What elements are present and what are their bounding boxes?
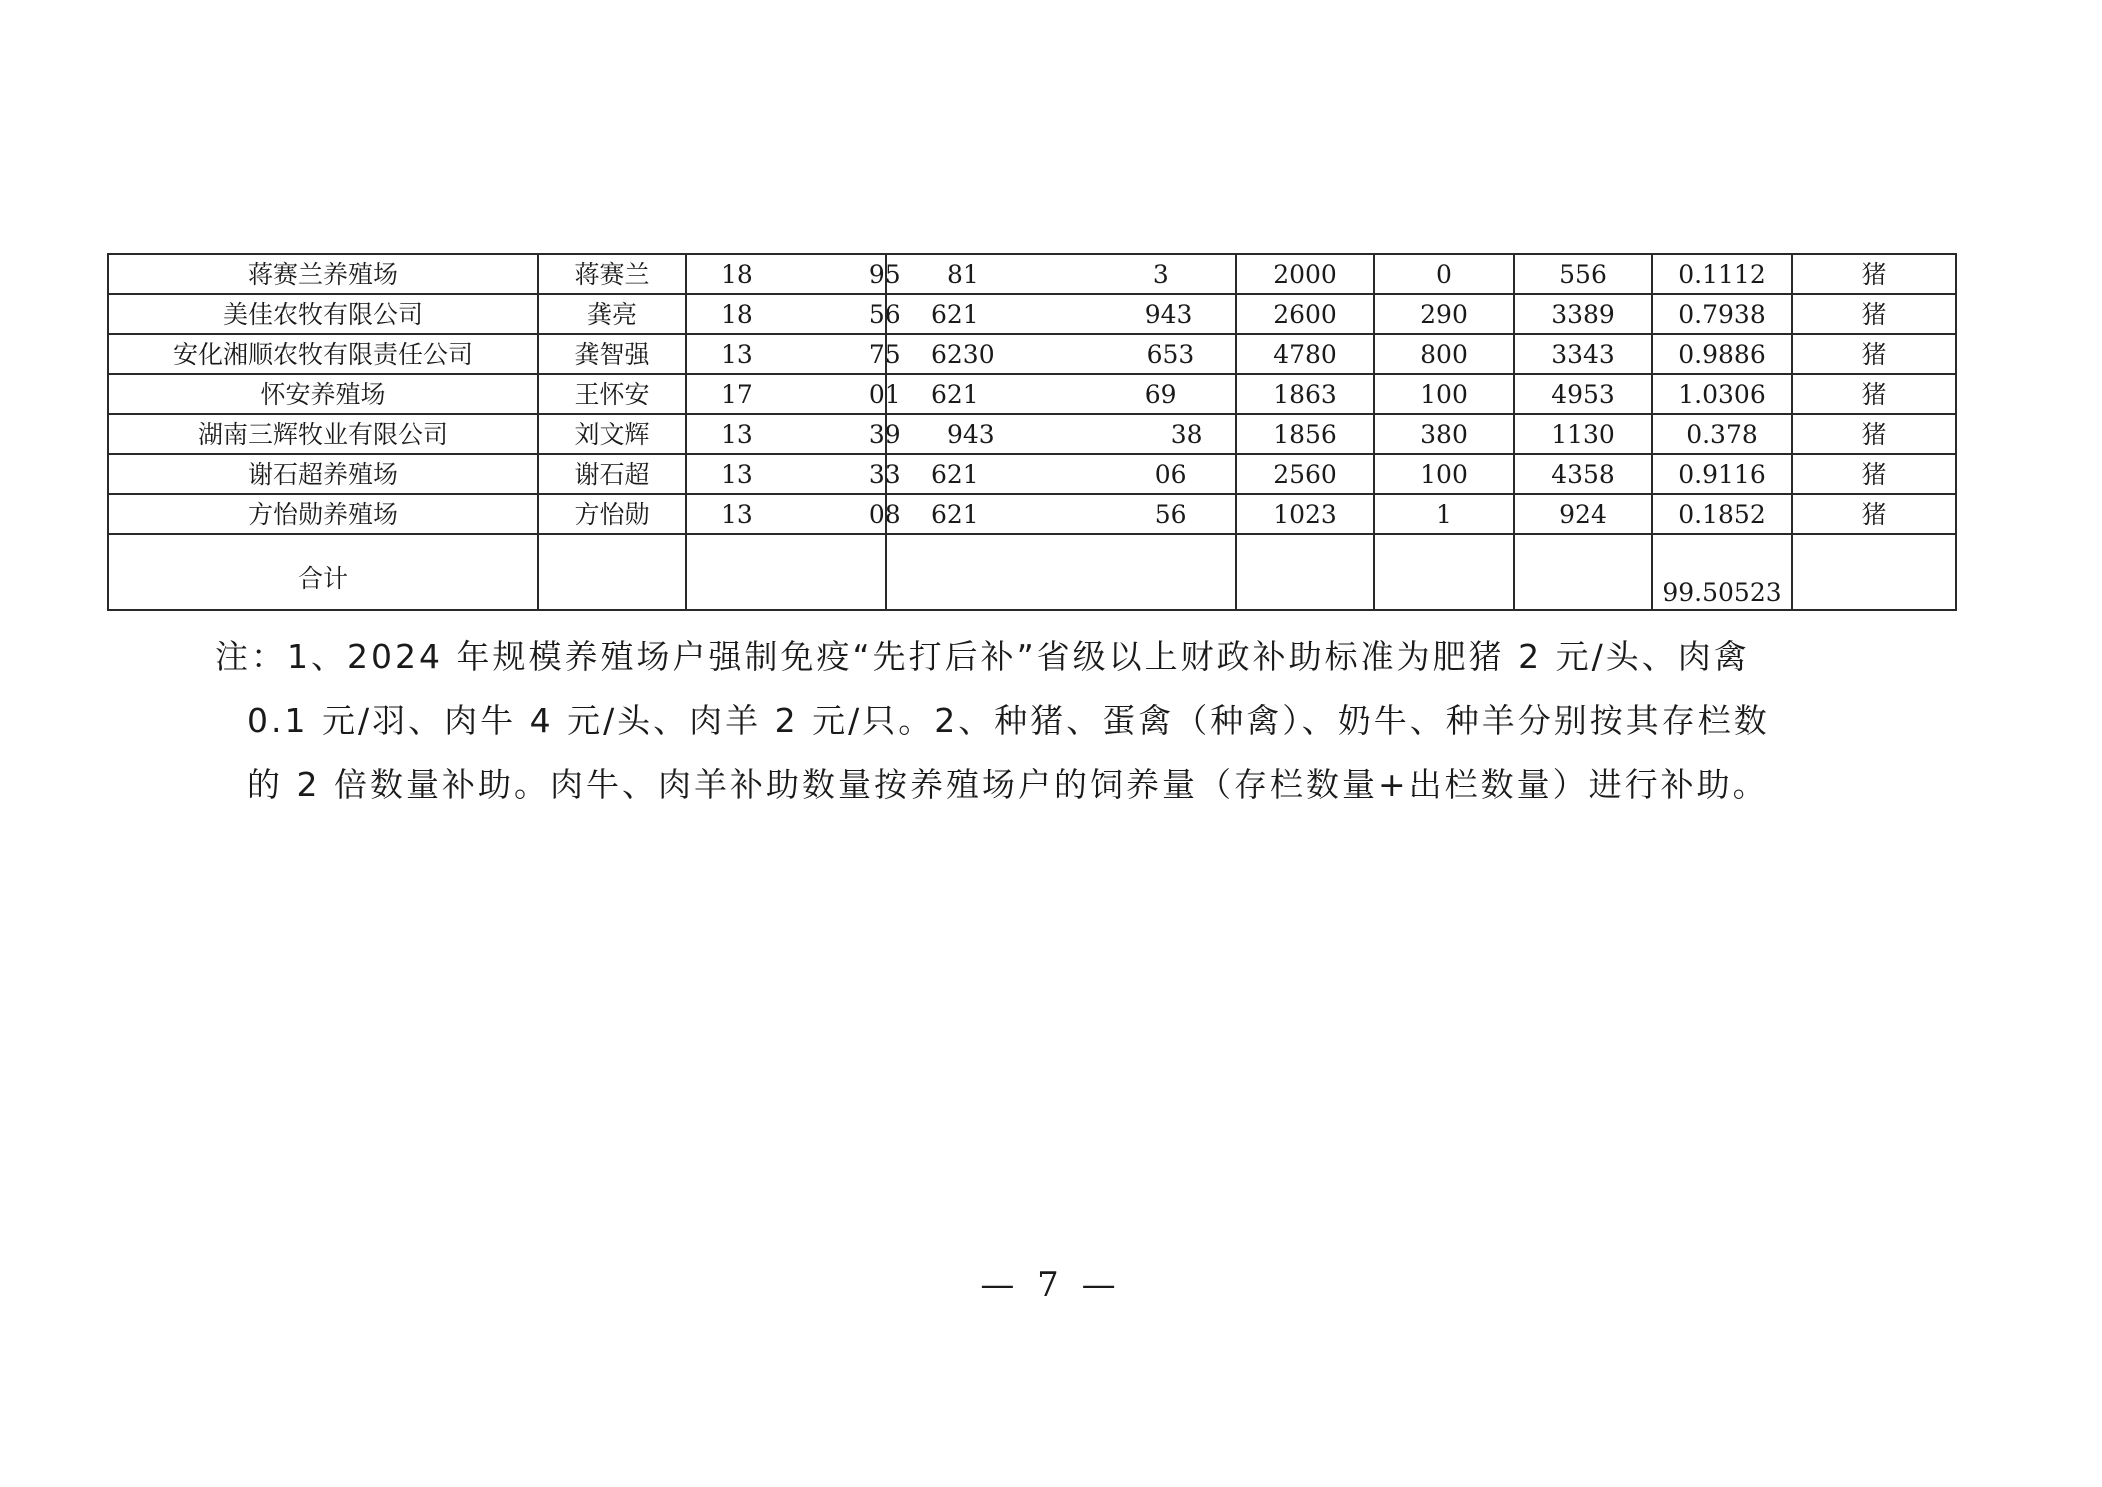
livestock-count: 1856 (1236, 414, 1374, 454)
livestock-type: 猪 (1792, 454, 1956, 494)
total-label: 合计 (108, 534, 538, 610)
outbound-count: 290 (1374, 294, 1514, 334)
table-body (108, 254, 1956, 610)
farm-name: 美佳农牧有限公司 (108, 294, 538, 334)
subsidy-amount: 0.9886 (1652, 334, 1792, 374)
livestock-type: 猪 (1792, 494, 1956, 534)
stock-count: 4358 (1514, 454, 1652, 494)
phone-partial: 13 39 (686, 414, 886, 454)
livestock-count: 2000 (1236, 254, 1374, 294)
livestock-type: 猪 (1792, 374, 1956, 414)
phone-partial: 13 33 (686, 454, 886, 494)
account-partial: 81 3 (886, 254, 1236, 294)
contact-name: 王怀安 (538, 374, 686, 414)
livestock-count: 1023 (1236, 494, 1374, 534)
table-row (108, 494, 1956, 534)
phone-partial: 13 08 (686, 494, 886, 534)
footnote-line: 的 2 倍数量补助。肉牛、肉羊补助数量按养殖场户的饲养量（存栏数量+出栏数量）进行补助。 (247, 765, 1769, 804)
phone-partial: 17 01 (686, 374, 886, 414)
contact-name: 方怡勋 (538, 494, 686, 534)
phone-partial: 18 56 (686, 294, 886, 334)
subsidy-amount: 0.1112 (1652, 254, 1792, 294)
total-value: 99.50523 (1652, 534, 1792, 610)
subsidy-amount: 0.1852 (1652, 494, 1792, 534)
stock-count: 3343 (1514, 334, 1652, 374)
account-partial: 621 69 (886, 374, 1236, 414)
stock-count: 1130 (1514, 414, 1652, 454)
farm-name: 怀安养殖场 (108, 374, 538, 414)
livestock-type: 猪 (1792, 254, 1956, 294)
account-partial: 621 06 (886, 454, 1236, 494)
contact-name: 龚亮 (538, 294, 686, 334)
account-partial: 943 38 (886, 414, 1236, 454)
stock-count: 924 (1514, 494, 1652, 534)
empty-cell (1374, 534, 1514, 610)
subsidy-table (107, 253, 1955, 611)
farm-name: 蒋赛兰养殖场 (108, 254, 538, 294)
livestock-count: 1863 (1236, 374, 1374, 414)
account-partial: 621 56 (886, 494, 1236, 534)
livestock-count: 2560 (1236, 454, 1374, 494)
phone-partial: 18 95 (686, 254, 886, 294)
table-row (108, 454, 1956, 494)
contact-name: 龚智强 (538, 334, 686, 374)
table-row (108, 254, 1956, 294)
empty-cell (686, 534, 886, 610)
empty-cell (1514, 534, 1652, 610)
subsidy-amount: 1.0306 (1652, 374, 1792, 414)
livestock-count: 4780 (1236, 334, 1374, 374)
livestock-type: 猪 (1792, 334, 1956, 374)
phone-partial: 13 75 (686, 334, 886, 374)
empty-cell (538, 534, 686, 610)
livestock-type: 猪 (1792, 414, 1956, 454)
table-row (108, 374, 1956, 414)
total-row (108, 534, 1956, 610)
livestock-type: 猪 (1792, 294, 1956, 334)
account-partial: 6230 653 (886, 334, 1236, 374)
footnote (215, 625, 1915, 817)
table-row (108, 414, 1956, 454)
contact-name: 蒋赛兰 (538, 254, 686, 294)
contact-name: 谢石超 (538, 454, 686, 494)
outbound-count: 0 (1374, 254, 1514, 294)
empty-cell (1792, 534, 1956, 610)
outbound-count: 100 (1374, 374, 1514, 414)
outbound-count: 1 (1374, 494, 1514, 534)
table-row (108, 294, 1956, 334)
empty-cell (1236, 534, 1374, 610)
stock-count: 556 (1514, 254, 1652, 294)
table-row (108, 334, 1956, 374)
subsidy-amount: 0.7938 (1652, 294, 1792, 334)
subsidy-amount: 0.378 (1652, 414, 1792, 454)
subsidy-amount: 0.9116 (1652, 454, 1792, 494)
account-partial: 621 943 (886, 294, 1236, 334)
footnote-line: 0.1 元/羽、肉牛 4 元/头、肉羊 2 元/只。2、种猪、蛋禽（种禽）、奶牛、种羊分别按其存栏数 (247, 701, 1770, 740)
outbound-count: 100 (1374, 454, 1514, 494)
page-number: — 7 — (980, 1265, 1122, 1305)
farm-name: 安化湘顺农牧有限责任公司 (108, 334, 538, 374)
farm-name: 谢石超养殖场 (108, 454, 538, 494)
livestock-count: 2600 (1236, 294, 1374, 334)
stock-count: 3389 (1514, 294, 1652, 334)
empty-cell (886, 534, 1236, 610)
stock-count: 4953 (1514, 374, 1652, 414)
footnote-line: 注：1、2024 年规模养殖场户强制免疫“先打后补”省级以上财政补助标准为肥猪 2 元/头、肉禽 (215, 637, 1750, 676)
outbound-count: 800 (1374, 334, 1514, 374)
contact-name: 刘文辉 (538, 414, 686, 454)
farm-name: 湖南三辉牧业有限公司 (108, 414, 538, 454)
outbound-count: 380 (1374, 414, 1514, 454)
farm-name: 方怡勋养殖场 (108, 494, 538, 534)
